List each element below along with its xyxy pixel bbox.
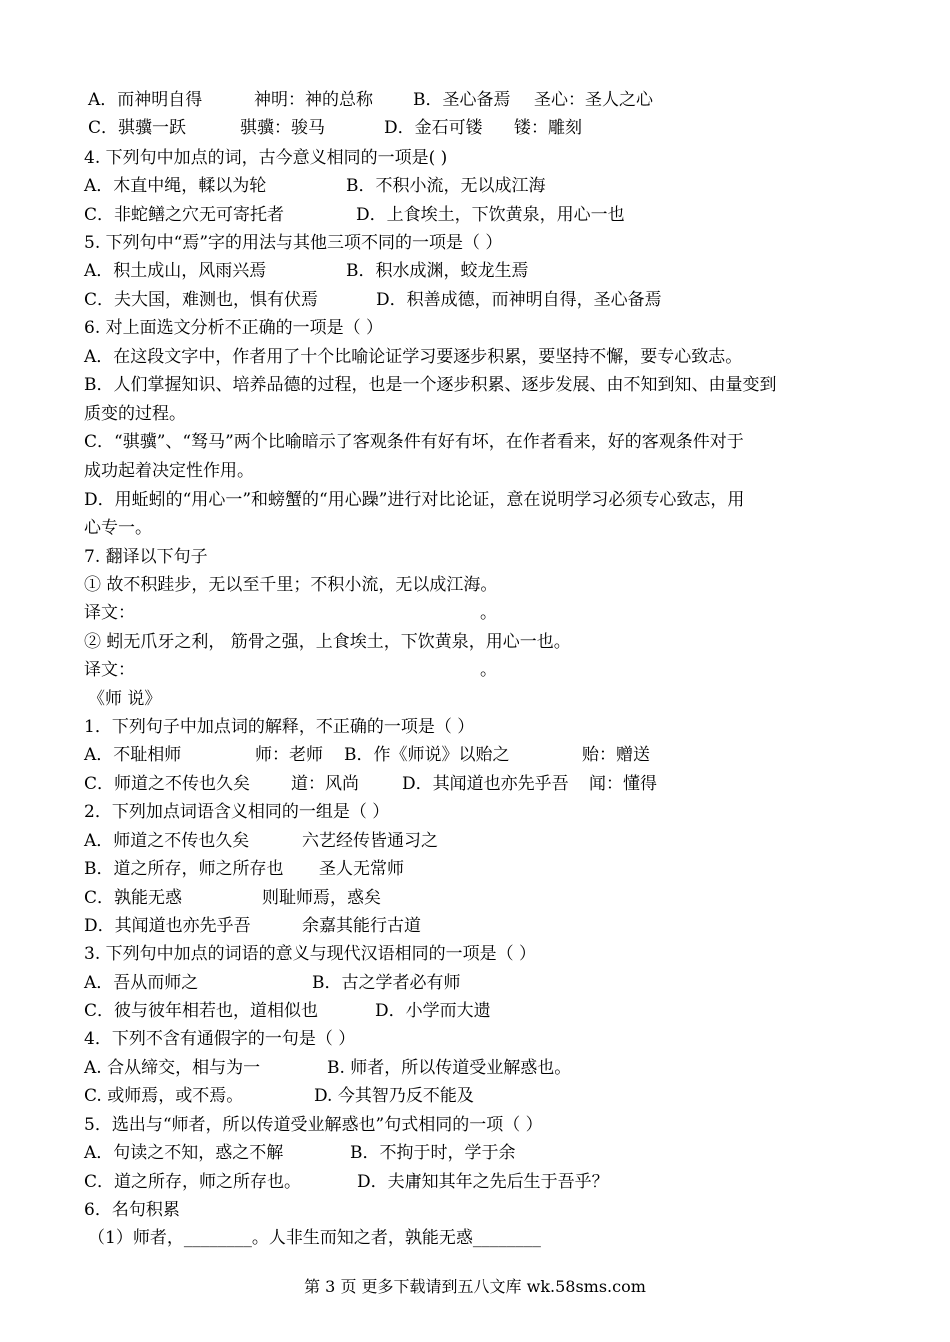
text-segment: 镂：雕刻 — [514, 118, 582, 138]
text-segment: D．其闻道也亦先乎吾 — [84, 916, 251, 936]
text-segment: 。 — [480, 660, 497, 680]
text-segment: （1）师者，________。人非生而知之者，孰能无惑________ — [88, 1228, 541, 1248]
text-segment: B．不积小流，无以成江海 — [346, 176, 546, 196]
text-segment: 1．下列句子中加点词的解释，不正确的一项是（ ） — [84, 717, 475, 737]
text-segment: 贻：赠送 — [582, 745, 650, 765]
text-segment: 师：老师 — [255, 745, 323, 765]
text-segment: A．而神明自得 — [88, 90, 203, 110]
text-segment: ① 故不积跬步，无以至千里；不积小流，无以成江海。 — [84, 575, 498, 595]
text-segment: B．人们掌握知识、培养品德的过程，也是一个逐步积累、逐步发展、由不知到知、由量变到 — [84, 375, 777, 395]
text-segment: 骐骥：骏马 — [240, 118, 325, 138]
text-segment: 闻：懂得 — [589, 774, 657, 794]
text-segment: A．师道之不传也久矣 — [84, 831, 250, 851]
text-segment: D．金石可镂 — [384, 118, 483, 138]
text-segment: A．在这段文字中，作者用了十个比喻论证学习要逐步积累，要坚持不懈，要专心致志。 — [84, 347, 743, 367]
text-segment: D．上食埃土，下饮黄泉，用心一也 — [356, 205, 625, 225]
text-segment: A．积土成山，风雨兴焉 — [84, 261, 267, 281]
text-segment: B．不拘于时，学于余 — [350, 1143, 516, 1163]
text-segment: C．夫大国，难测也，惧有伏焉 — [84, 290, 319, 310]
text-segment: A. 合从缔交，相与为一 — [84, 1058, 261, 1078]
text-segment: B．古之学者必有师 — [312, 973, 461, 993]
text-segment: 。 — [480, 603, 497, 623]
text-segment: C．骐骥一跃 — [88, 118, 187, 138]
text-segment: 心专一。 — [84, 518, 152, 538]
text-segment: 4. 下列句中加点的词，古今意义相同的一项是( ) — [84, 148, 448, 168]
text-segment: D．小学而大遗 — [375, 1001, 491, 1021]
page-footer: 第 3 页 更多下载请到五八文库 wk.58sms.com — [304, 1277, 646, 1296]
text-segment: B．圣心备焉 — [413, 90, 511, 110]
text-segment: C. 或师焉，或不焉。 — [84, 1086, 244, 1106]
text-segment: A．吾从而师之 — [84, 973, 199, 993]
text-segment: D．夫庸知其年之先后生于吾乎？ — [357, 1172, 609, 1192]
text-segment: C．孰能无惑 — [84, 888, 183, 908]
text-segment: 神明：神的总称 — [254, 90, 373, 110]
text-segment: 《师 说》 — [88, 689, 162, 709]
text-segment: B．作《师说》以贻之 — [344, 745, 510, 765]
text-segment: 7. 翻译以下句子 — [84, 547, 208, 567]
text-segment: 六艺经传皆通习之 — [302, 831, 438, 851]
text-segment: 6．名句积累 — [84, 1200, 180, 1220]
text-segment: 译文： — [84, 660, 135, 680]
text-segment: D．用蚯蚓的“用心一”和螃蟹的“用心躁”进行对比论证，意在说明学习必须专心致志，用 — [84, 490, 745, 510]
text-segment: 圣心：圣人之心 — [534, 90, 653, 110]
text-segment: 5．选出与“师者，所以传道受业解惑也”句式相同的一项（ ） — [84, 1115, 543, 1135]
text-segment: B．积水成渊，蛟龙生焉 — [346, 261, 529, 281]
text-segment: 5. 下列句中“焉”字的用法与其他三项不同的一项是（ ） — [84, 233, 503, 253]
text-segment: 成功起着决定性作用。 — [84, 461, 254, 481]
text-segment: D．其闻道也亦先乎吾 — [402, 774, 569, 794]
text-segment: D. 今其智乃反不能及 — [314, 1086, 474, 1106]
text-segment: 圣人无常师 — [319, 859, 404, 879]
text-segment: 2．下列加点词语含义相同的一组是（ ） — [84, 802, 390, 822]
text-segment: B．道之所存，师之所存也 — [84, 859, 284, 879]
text-segment: ② 蚓无爪牙之利， 筋骨之强，上食埃土，下饮黄泉，用心一也。 — [84, 632, 571, 652]
text-segment: C．非蛇鳝之穴无可寄托者 — [84, 205, 285, 225]
text-segment: A．木直中绳，輮以为轮 — [84, 176, 267, 196]
text-segment: C．道之所存，师之所存也。 — [84, 1172, 302, 1192]
text-segment: C．师道之不传也久矣 — [84, 774, 251, 794]
text-segment: A．句读之不知，惑之不解 — [84, 1143, 284, 1163]
text-segment: B. 师者，所以传道受业解惑也。 — [327, 1058, 572, 1078]
text-segment: 3. 下列句中加点的词语的意义与现代汉语相同的一项是（ ） — [84, 944, 537, 964]
text-segment: 则耻师焉，惑矣 — [262, 888, 381, 908]
text-segment: C．“骐骥”、“驽马”两个比喻暗示了客观条件有好有坏，在作者看来，好的客观条件对于 — [84, 432, 744, 452]
text-segment: 余嘉其能行古道 — [302, 916, 421, 936]
text-segment: C．彼与彼年相若也，道相似也 — [84, 1001, 319, 1021]
text-segment: A．不耻相师 — [84, 745, 182, 765]
text-segment: D．积善成德，而神明自得，圣心备焉 — [376, 290, 662, 310]
text-segment: 质变的过程。 — [84, 404, 186, 424]
text-segment: 6. 对上面选文分析不正确的一项是（ ） — [84, 318, 384, 338]
text-segment: 译文： — [84, 603, 135, 623]
text-segment: 4．下列不含有通假字的一句是（ ） — [84, 1029, 356, 1049]
text-segment: 道：风尚 — [291, 774, 359, 794]
